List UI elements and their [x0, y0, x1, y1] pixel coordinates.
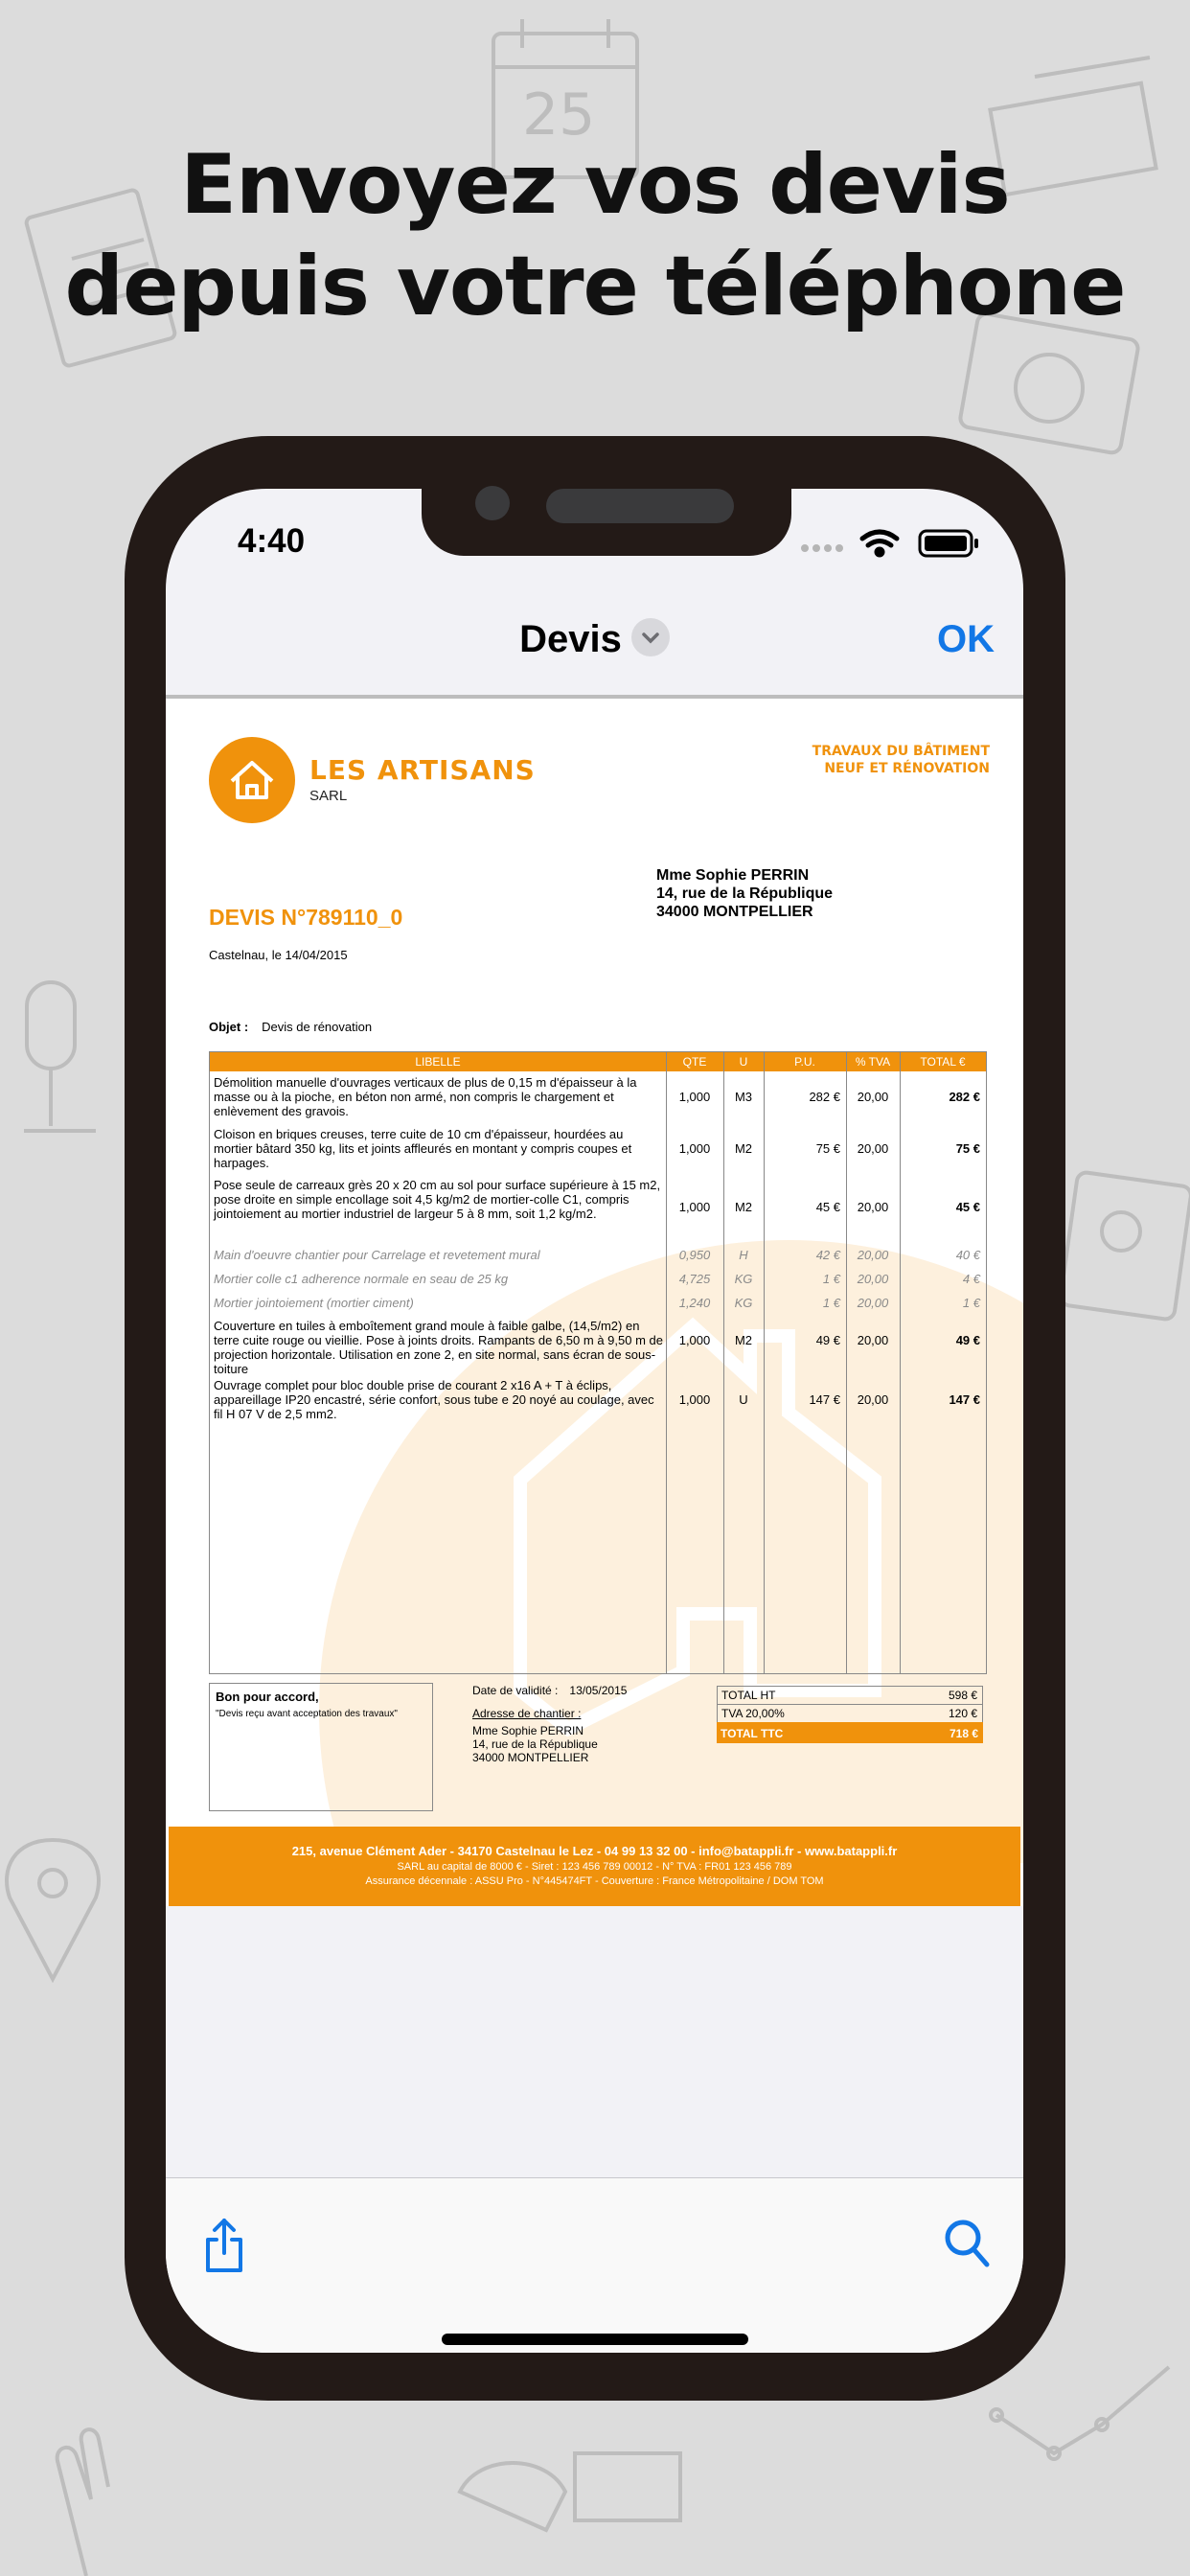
- total-label: TVA 20,00%: [721, 1707, 785, 1720]
- row-total: 1 €: [962, 1296, 980, 1310]
- battery-icon: [920, 531, 978, 556]
- headline: [0, 134, 1190, 337]
- document-type-selector[interactable]: [166, 618, 1023, 661]
- headline-line-1: Envoyez vos devis: [180, 137, 1010, 233]
- row-vat: 20,00: [857, 1296, 889, 1310]
- row-total: 282 €: [949, 1090, 980, 1104]
- total-label: TOTAL HT: [721, 1689, 776, 1702]
- client-street: 14, rue de la République: [656, 886, 834, 902]
- svg-text:25: 25: [522, 81, 596, 149]
- column-header: TOTAL €: [920, 1055, 966, 1069]
- chevron-down-icon: [631, 618, 670, 656]
- approval-title: Bon pour accord,: [216, 1690, 319, 1704]
- column-header: % TVA: [855, 1055, 891, 1069]
- site-address: [472, 1724, 598, 1764]
- row-qty: 1,240: [678, 1296, 711, 1310]
- contact-card-icon: [1060, 1171, 1190, 1320]
- total-tva-row: [717, 1704, 983, 1722]
- footer-line: 215, avenue Clément Ader - 34170 Castelnau le Lez - 04 99 13 32 00 - info@batappli.fr - www.batappli.fr: [291, 1844, 898, 1858]
- row-label: Mortier jointoiement (mortier ciment): [214, 1296, 414, 1310]
- approval-box: [209, 1683, 433, 1811]
- row-unit: M2: [734, 1333, 753, 1347]
- site-address-line: 14, rue de la République: [472, 1737, 598, 1751]
- row-vat: 20,00: [857, 1141, 889, 1156]
- client-address: [656, 866, 833, 921]
- footer-line: Assurance décennale : ASSU Pro - N°445474FT - Couverture : France Métropolitaine / DOM TOM: [365, 1875, 824, 1887]
- site-address-line: 34000 MONTPELLIER: [472, 1751, 589, 1764]
- row-label: Main d'oeuvre chantier pour Carrelage et revetement mural: [214, 1248, 540, 1262]
- navigation-bar: [166, 594, 1023, 695]
- row-qty: 1,000: [678, 1200, 711, 1214]
- total-ttc-row: [717, 1722, 983, 1743]
- map-pin-icon: [7, 1840, 99, 1979]
- validity: [472, 1684, 627, 1697]
- wifi-icon: [862, 532, 897, 555]
- column-header: LIBELLE: [415, 1055, 461, 1069]
- row-label: Couverture en tuiles à emboîtement grand moule à faible galbe, (14,5/m2) en terre cuite rouge ou vieillie. Pose à joints droits. Rampants de 6,50 m à 9,50 m de projection horizontale. Utilisation en zone 2, en site normal, sans écran de sous-toiture: [214, 1319, 663, 1376]
- quote-table: [209, 1051, 987, 1674]
- total-value: 598 €: [948, 1689, 977, 1702]
- row-label: Ouvrage complet pour bloc double prise de courant 2 x16 A + T à éclips, appareillage IP20 encastré, série confort, sous tube e 20 noyé au coulage, avec fil H 07 V de 2,5 mm2.: [214, 1378, 654, 1421]
- row-vat: 20,00: [857, 1272, 889, 1286]
- column-header: QTE: [682, 1055, 707, 1069]
- row-total: 49 €: [955, 1333, 980, 1347]
- document-footer: [169, 1827, 1020, 1906]
- total-ht-row: [717, 1686, 983, 1704]
- subject-label: Objet :: [209, 1020, 249, 1034]
- total-value: 120 €: [948, 1707, 977, 1720]
- row-unit-price: 147 €: [809, 1392, 840, 1407]
- row-total: 45 €: [955, 1200, 980, 1214]
- row-label: Démolition manuelle d'ouvrages verticaux de plus de 0,15 m d'épaisseur à la masse ou à la pioche, en béton non armé, non compris le chargement et enlèvement des gravois.: [214, 1075, 637, 1118]
- row-total: 75 €: [955, 1141, 980, 1156]
- status-time: 4:40: [238, 522, 306, 560]
- row-unit: H: [739, 1248, 748, 1262]
- validity-date: 13/05/2015: [569, 1684, 628, 1697]
- row-total: 4 €: [962, 1272, 980, 1286]
- status-icons: [795, 525, 987, 560]
- row-unit: M2: [734, 1141, 753, 1156]
- company-type: SARL: [309, 788, 348, 804]
- quote-document: [166, 695, 1023, 1906]
- approval-note: "Devis reçu avant acceptation des travaux": [216, 1709, 398, 1719]
- totals-box: [717, 1686, 983, 1743]
- client-city: 34000 MONTPELLIER: [656, 904, 813, 920]
- search-icon[interactable]: [943, 2217, 991, 2270]
- row-qty: 4,725: [678, 1272, 711, 1286]
- row-unit-price: 1 €: [822, 1296, 840, 1310]
- column-header: U: [739, 1055, 748, 1069]
- client-name: Mme Sophie PERRIN: [656, 867, 810, 884]
- row-unit-price: 1 €: [822, 1272, 840, 1286]
- share-icon[interactable]: [200, 2217, 248, 2274]
- row-qty: 0,950: [678, 1248, 711, 1262]
- chart-line-icon: [991, 2367, 1169, 2459]
- nav-title: Devis: [519, 618, 622, 660]
- row-total: 40 €: [955, 1248, 980, 1262]
- microphone-icon: [24, 982, 96, 1131]
- row-vat: 20,00: [857, 1090, 889, 1104]
- camera-dot: [475, 486, 510, 520]
- row-unit-price: 42 €: [815, 1248, 840, 1262]
- row-unit: U: [739, 1392, 748, 1407]
- subject-value: Devis de rénovation: [262, 1020, 373, 1034]
- site-address-line: Mme Sophie PERRIN: [472, 1724, 584, 1737]
- row-vat: 20,00: [857, 1333, 889, 1347]
- quote-number: DEVIS N°789110_0: [209, 905, 403, 930]
- tagline-line: NEUF ET RÉNOVATION: [824, 761, 990, 776]
- total-value: 718 €: [949, 1727, 978, 1740]
- bottom-toolbar: [166, 2177, 1023, 2353]
- site-address-label: Adresse de chantier :: [472, 1707, 582, 1720]
- speaker-grille: [546, 489, 734, 523]
- phone-screen: [166, 489, 1023, 2353]
- row-unit-price: 282 €: [809, 1090, 840, 1104]
- column-header: P.U.: [794, 1055, 815, 1069]
- row-vat: 20,00: [857, 1248, 889, 1262]
- quote-subject: [209, 1020, 372, 1034]
- row-total: 147 €: [949, 1392, 980, 1407]
- row-unit-price: 75 €: [815, 1141, 840, 1156]
- company-name: LES ARTISANS: [309, 754, 536, 786]
- company-tagline: [812, 743, 990, 777]
- row-unit: KG: [734, 1272, 753, 1286]
- footer-line: SARL au capital de 8000 € - Siret : 123 456 789 00012 - N° TVA : FR01 123 456 789: [397, 1861, 792, 1873]
- company-logo: [209, 737, 295, 823]
- phone-envelope-icon: [460, 2453, 680, 2530]
- signal-icon: [801, 544, 843, 552]
- table-header: [210, 1052, 986, 1071]
- phone-notch: [422, 487, 791, 556]
- row-qty: 1,000: [678, 1392, 711, 1407]
- house-icon: [209, 737, 295, 823]
- row-qty: 1,000: [678, 1141, 711, 1156]
- row-vat: 20,00: [857, 1392, 889, 1407]
- total-label: TOTAL TTC: [721, 1727, 784, 1740]
- row-unit: M3: [734, 1090, 753, 1104]
- home-indicator: [442, 2334, 748, 2345]
- row-vat: 20,00: [857, 1200, 889, 1214]
- tagline-line: TRAVAUX DU BÂTIMENT: [812, 744, 990, 759]
- validity-label: Date de validité :: [472, 1684, 559, 1697]
- row-unit-price: 49 €: [815, 1333, 840, 1347]
- row-qty: 1,000: [678, 1090, 711, 1104]
- quote-date: Castelnau, le 14/04/2015: [209, 948, 348, 962]
- hand-icon: [57, 2429, 108, 2576]
- row-label: Mortier colle c1 adherence normale en seau de 25 kg: [214, 1272, 509, 1286]
- row-unit: M2: [734, 1200, 753, 1214]
- headline-line-2: depuis votre téléphone: [64, 239, 1126, 334]
- row-unit-price: 45 €: [815, 1200, 840, 1214]
- row-label: Cloison en briques creuses, terre cuite de 10 cm d'épaisseur, hourdées au mortier bâtard 350 kg, lits et joints affleurés en montant y compris coupes et harpages.: [214, 1127, 632, 1170]
- row-qty: 1,000: [678, 1333, 711, 1347]
- row-label: Pose seule de carreaux grès 20 x 20 cm au sol pour surface supérieure à 15 m2, pose droite en simple encollage soit 4,5 kg/m2 de mortier-colle C1, compris jointoiement au mortier industriel de largeur 5 à 8 mm, soit 1,2 kg/m2.: [214, 1178, 661, 1221]
- ok-button[interactable]: OK: [937, 618, 995, 660]
- row-unit: KG: [734, 1296, 753, 1310]
